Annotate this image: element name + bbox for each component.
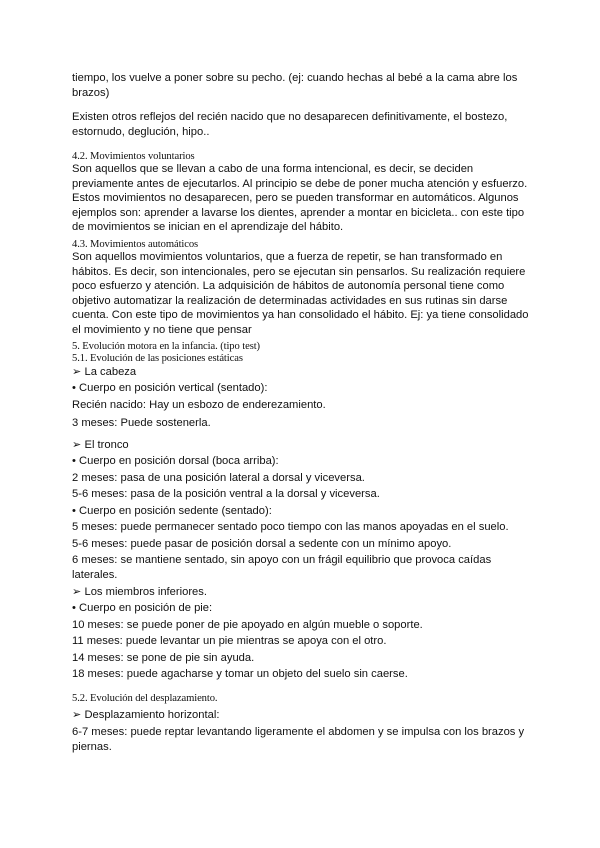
cabeza-line: Recién nacido: Hay un esbozo de enderezamiento.: [72, 399, 326, 411]
intro-continuation-paragraph: tiempo, los vuelve a poner sobre su pecho. (ej: cuando hechas al bebé a la cama abre los brazos): [72, 72, 518, 99]
miembros-line: 18 meses: puede agacharse y tomar un objeto del suelo sin caerse.: [72, 668, 408, 680]
desplazamiento-title: ➢ Desplazamiento horizontal:: [72, 709, 220, 721]
desplazamiento-line: 6-7 meses: puede reptar levantando ligeramente el abdomen y se impulsa con los brazos y piernas.: [72, 726, 525, 753]
cabeza-line: 3 meses: Puede sostenerla.: [72, 417, 211, 429]
tronco-line: 6 meses: se mantiene sentado, sin apoyo con un frágil equilibrio que provoca caídas laterales.: [72, 554, 492, 581]
tronco-title: ➢ El tronco: [72, 439, 129, 451]
cabeza-title: ➢ La cabeza: [72, 366, 137, 378]
tronco-line: 5-6 meses: pasa de la posición ventral a la dorsal y viceversa.: [72, 488, 380, 500]
miembros-title: ➢ Los miembros inferiores.: [72, 586, 207, 598]
heading-5: 5. Evolución motora en la infancia. (tipo test): [72, 341, 260, 352]
miembros-line: 14 meses: se pone de pie sin ayuda.: [72, 652, 255, 664]
other-reflexes-paragraph: Existen otros reflejos del recién nacido que no desaparecen definitivamente, el bostezo, estornudo, deglución, hipo..: [72, 111, 508, 138]
miembros-line: 11 meses: puede levantar un pie mientras se apoya con el otro.: [72, 635, 387, 647]
body-4-3: Son aquellos movimientos voluntarios, que a fuerza de repetir, se han transformado en hábitos. Es decir, son intencionales, pero se ejecutan sin pensarlos. Su realización requiere poco esfuerzo y atención. La adquisición de hábitos de autonomía personal tiene como objetivo automatizar la realización de determinadas actividades en sus rutinas sin darse cuenta. Con este tipo de movimientos ya han consolidado el hábito. Ej: ya tiene consolidado el movimiento y no tiene que pensar: [72, 251, 529, 336]
tronco-bullet-sedente: • Cuerpo en posición sedente (sentado):: [72, 505, 272, 517]
heading-4-3: 4.3. Movimientos automáticos: [72, 239, 199, 250]
tronco-line: 5 meses: puede permanecer sentado poco tiempo con las manos apoyadas en el suelo.: [72, 521, 509, 533]
miembros-line: 10 meses: se puede poner de pie apoyado en algún mueble o soporte.: [72, 619, 423, 631]
tronco-line: 5-6 meses: puede pasar de posición dorsal a sedente con un mínimo apoyo.: [72, 538, 452, 550]
miembros-bullet: • Cuerpo en posición de pie:: [72, 602, 213, 614]
body-4-2: Son aquellos que se llevan a cabo de una forma intencional, es decir, se deciden previamente antes de ejecutarlos. Al principio se debe de poner mucha atención y esfuerzo. Estos movimientos no desaparecen, pero se pueden transformar en automáticos. Algunos ejemplos son: aprender a lavarse los dientes, aprender a montar en bicicleta.. con este tipo de movimientos se inician en el aprendizaje del hábito.: [72, 163, 528, 234]
heading-4-2: 4.2. Movimientos voluntarios: [72, 151, 195, 162]
cabeza-bullet: • Cuerpo en posición vertical (sentado):: [72, 382, 268, 394]
heading-5-2: 5.2. Evolución del desplazamiento.: [72, 693, 218, 704]
tronco-bullet-dorsal: • Cuerpo en posición dorsal (boca arriba):: [72, 455, 279, 467]
heading-5-1: 5.1. Evolución de las posiciones estáticas: [72, 353, 243, 364]
tronco-line: 2 meses: pasa de una posición lateral a dorsal y viceversa.: [72, 472, 365, 484]
